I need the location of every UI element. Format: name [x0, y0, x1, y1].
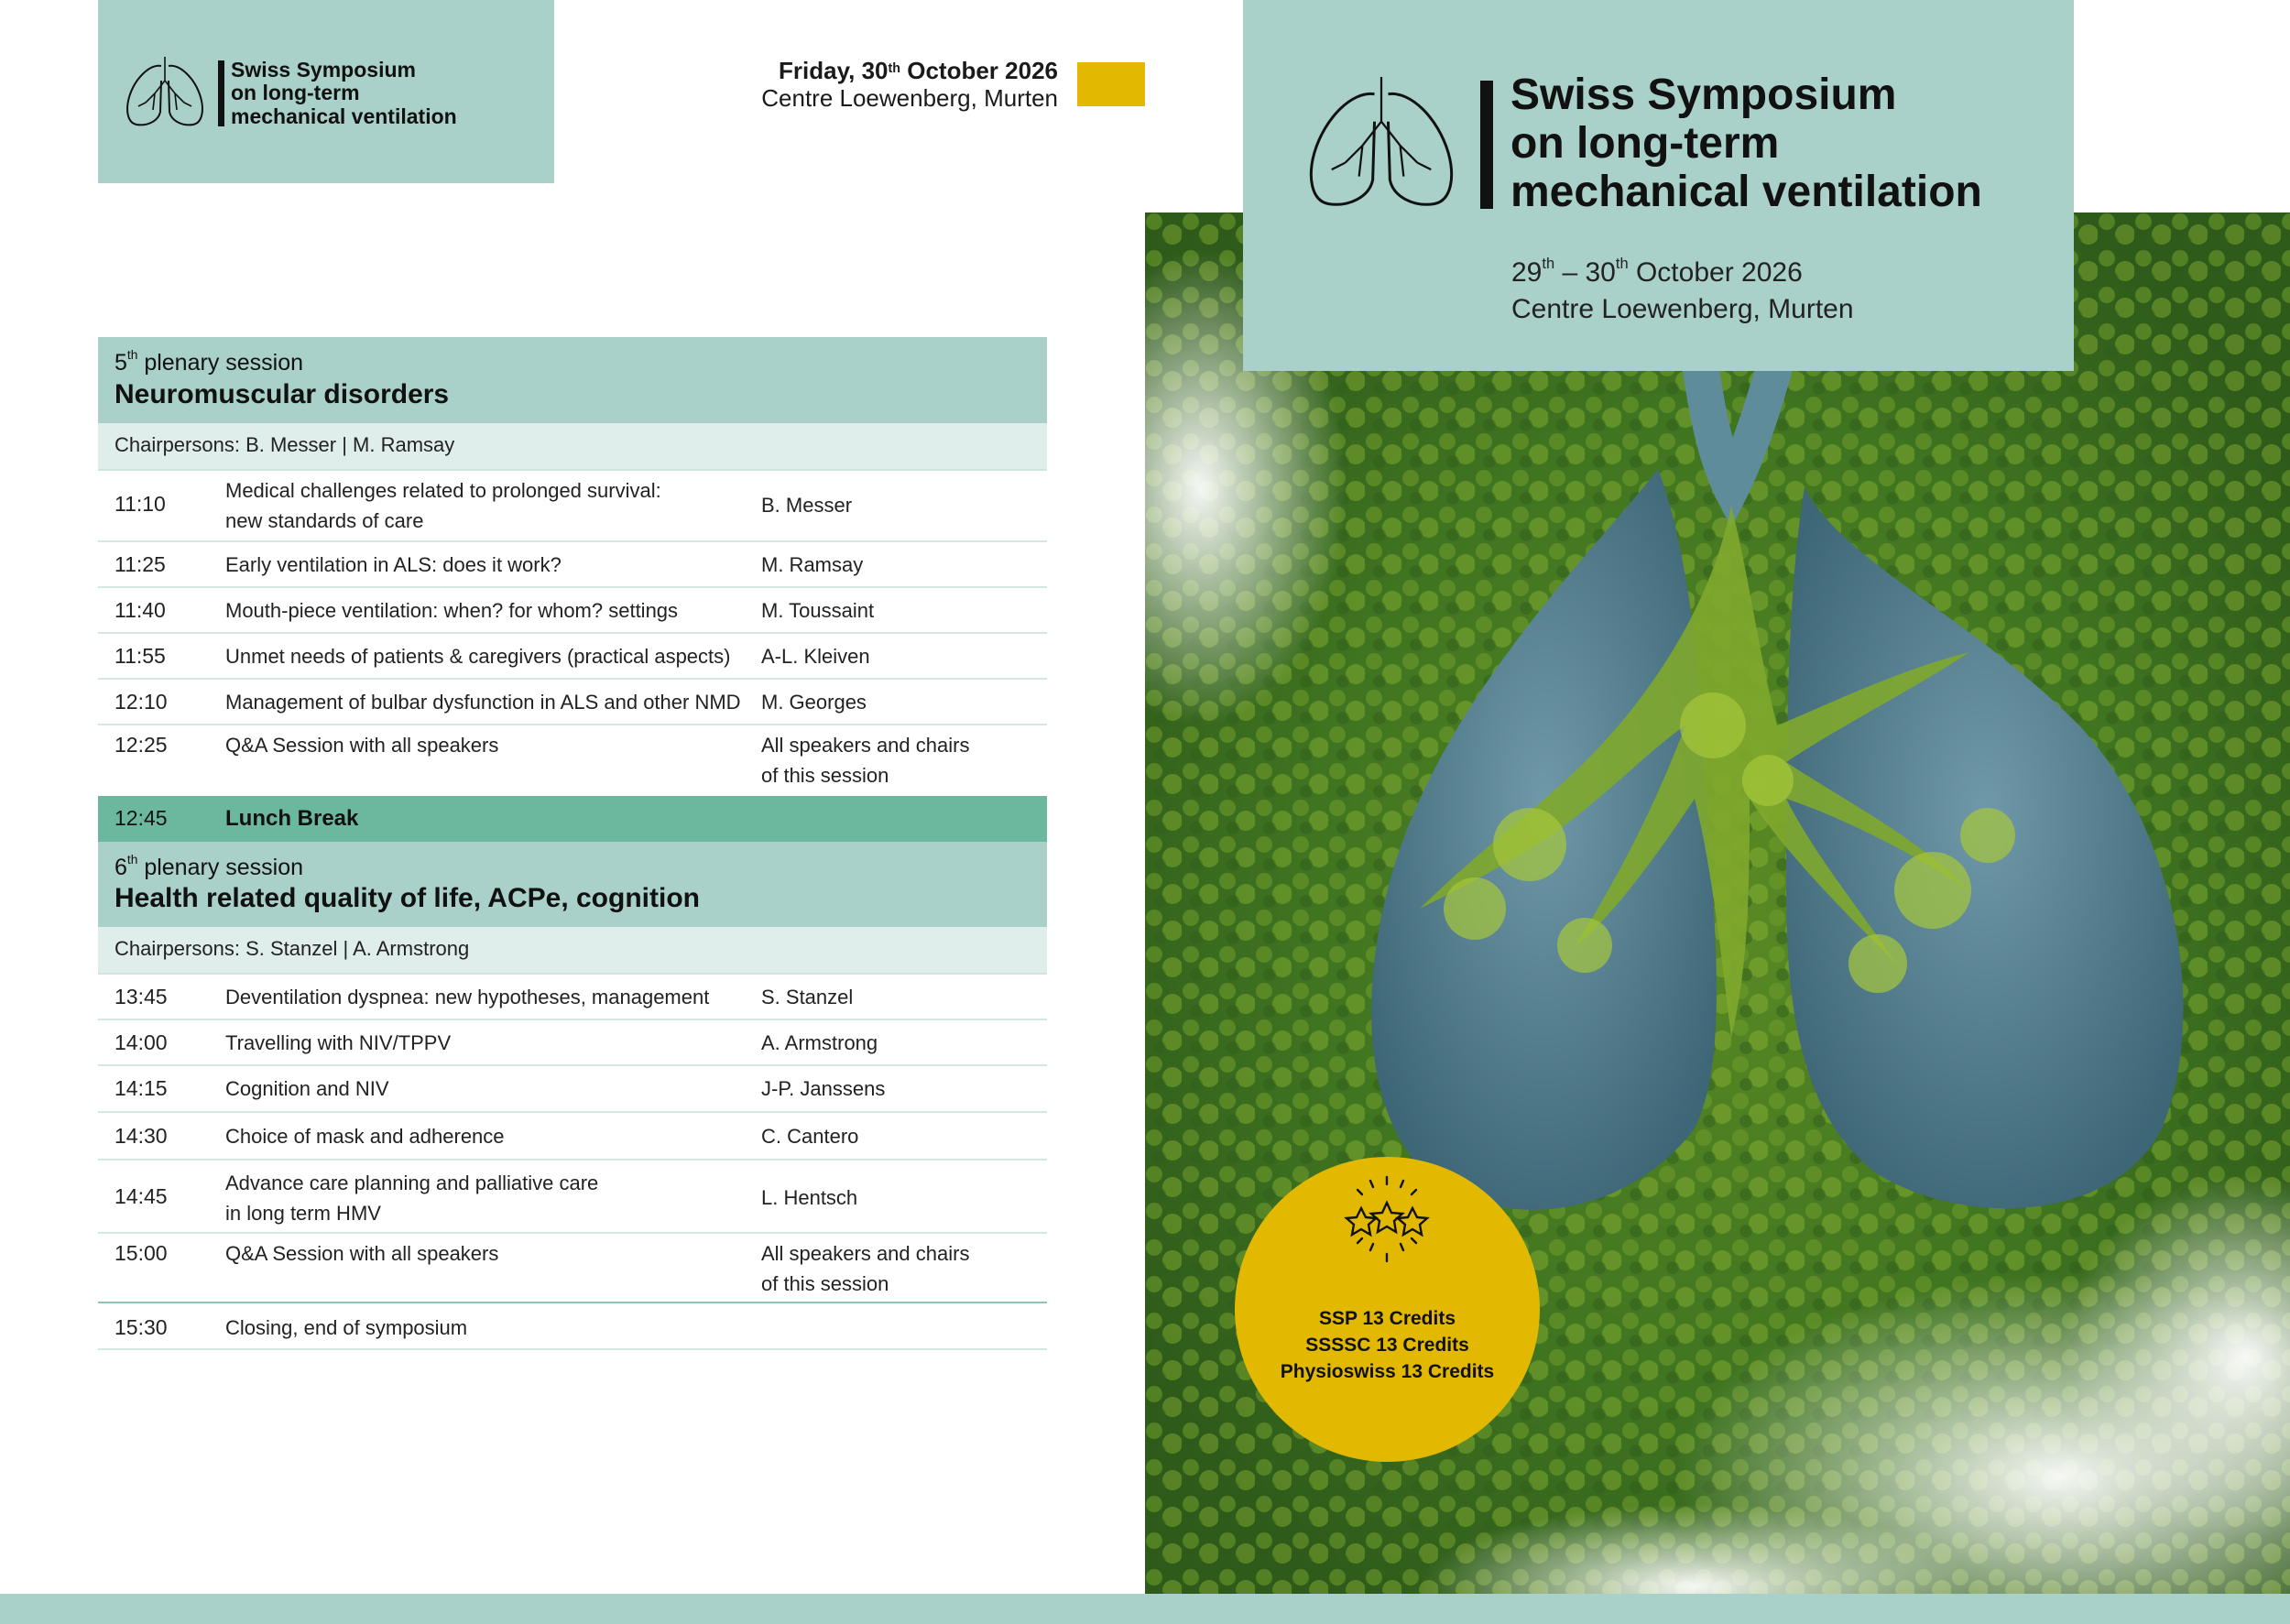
- table-row: [98, 469, 1047, 542]
- session-title: Health related quality of life, ACPe, cognition: [114, 883, 700, 913]
- bottom-band: [0, 1594, 2290, 1624]
- event-day-sup: th: [888, 61, 901, 76]
- row-time: 13:45: [114, 985, 168, 1008]
- cover-title-line: Swiss Symposium: [1510, 71, 1897, 119]
- event-day-prefix: Friday, 30: [779, 57, 889, 84]
- row-speaker: A. Armstrong: [761, 1031, 878, 1054]
- row-title: Cognition and NIV: [225, 1077, 389, 1100]
- row-speaker: M. Georges: [761, 691, 867, 714]
- event-venue: Centre Loewenberg, Murten: [761, 84, 1058, 112]
- lunch-label: Lunch Break: [225, 806, 359, 831]
- row-time: 15:30: [114, 1315, 168, 1339]
- session-header: [98, 337, 1047, 423]
- chairpersons-row: [98, 423, 1047, 471]
- accent-square: [1077, 62, 1145, 106]
- event-day-suffix: October 2026: [900, 57, 1058, 84]
- row-title: Travelling with NIV/TPPV: [225, 1031, 452, 1054]
- row-title: Medical challenges related to prolonged survival: new standards of care: [225, 479, 661, 532]
- row-title: Management of bulbar dysfunction in ALS and other NMD: [225, 691, 741, 714]
- row-title: Mouth-piece ventilation: when? for whom? settings: [225, 599, 679, 622]
- row-time: 11:25: [114, 552, 166, 576]
- table-row: [98, 680, 1047, 725]
- cover-title-line: on long-term: [1510, 118, 1780, 168]
- cover-venue: Centre Loewenberg, Murten: [1511, 294, 1854, 324]
- table-row: [98, 1020, 1047, 1066]
- row-speaker: M. Toussaint: [761, 599, 875, 622]
- cover-title-box: [1243, 0, 2074, 371]
- row-time: 14:15: [114, 1076, 168, 1100]
- table-row: [98, 725, 1047, 796]
- lunch-time: 12:45: [114, 806, 168, 830]
- chairpersons-text: Chairpersons: S. Stanzel | A. Armstrong: [114, 937, 470, 960]
- session-label: 5th plenary session: [114, 348, 304, 376]
- header-title-line: on long-term: [231, 81, 360, 105]
- header-logo-title: [231, 59, 457, 128]
- row-speaker: L. Hentsch: [761, 1186, 858, 1209]
- row-time: 11:10: [114, 492, 166, 516]
- session-title: Neuromuscular disorders: [114, 379, 450, 409]
- header-title-line: mechanical ventilation: [231, 104, 457, 128]
- credit-line: SSP 13 Credits: [1318, 1308, 1456, 1329]
- row-speaker: S. Stanzel: [761, 986, 854, 1008]
- row-speaker: A-L. Kleiven: [761, 645, 870, 668]
- row-title: Advance care planning and palliative care in long term HMV: [225, 1172, 599, 1225]
- event-day: [761, 57, 1058, 84]
- row-time: 14:30: [114, 1124, 168, 1148]
- table-row: [98, 542, 1047, 588]
- row-time: 11:55: [114, 644, 166, 668]
- credits-badge: [1235, 1157, 1540, 1462]
- lunch-break-row: [98, 796, 1047, 842]
- row-title: Choice of mask and adherence: [225, 1125, 505, 1148]
- row-speaker: B. Messer: [761, 494, 853, 517]
- credit-line: Physioswiss 13 Credits: [1280, 1361, 1495, 1382]
- table-row: [98, 588, 1047, 634]
- session-header: [98, 842, 1047, 927]
- row-speaker: All speakers and chairs of this session: [761, 734, 970, 787]
- row-time: 12:10: [114, 690, 168, 714]
- row-time: 14:45: [114, 1184, 168, 1208]
- lungs-icon: [122, 57, 208, 128]
- table-row: [98, 1303, 1047, 1350]
- table-row: [98, 1161, 1047, 1234]
- session-label: 6th plenary session: [114, 853, 304, 880]
- chairpersons-row: [98, 927, 1047, 975]
- stars-icon: [1334, 1173, 1440, 1265]
- row-title: Closing, end of symposium: [225, 1316, 468, 1339]
- row-time: 15:00: [114, 1241, 168, 1265]
- row-time: 14:00: [114, 1030, 168, 1054]
- logo-divider-bar: [218, 60, 224, 126]
- row-title: Q&A Session with all speakers: [225, 1242, 499, 1265]
- logo-divider-bar: [1480, 81, 1493, 209]
- credit-line: SSSSC 13 Credits: [1305, 1335, 1469, 1356]
- credits-text: [1235, 1305, 1540, 1385]
- row-speaker: All speakers and chairs of this session: [761, 1242, 970, 1295]
- table-row: [98, 634, 1047, 680]
- table-row: [98, 1066, 1047, 1113]
- date-block: [761, 57, 1058, 112]
- row-title: Deventilation dyspnea: new hypotheses, management: [225, 986, 710, 1008]
- row-speaker: C. Cantero: [761, 1125, 859, 1148]
- header-logo-box: [98, 0, 554, 183]
- row-title: Q&A Session with all speakers: [225, 734, 499, 757]
- header-title-line: Swiss Symposium: [231, 58, 416, 82]
- cover-dates: 29th – 30th October 2026: [1511, 256, 1803, 288]
- row-speaker: M. Ramsay: [761, 553, 864, 576]
- row-time: 11:40: [114, 598, 166, 622]
- table-row: [98, 1113, 1047, 1161]
- row-speaker: J-P. Janssens: [761, 1077, 886, 1100]
- cover-title-line: mechanical ventilation: [1510, 167, 1982, 216]
- lungs-icon: [1299, 77, 1464, 211]
- row-title: Unmet needs of patients & caregivers (practical aspects): [225, 645, 731, 668]
- row-time: 12:25: [114, 733, 168, 757]
- row-title: Early ventilation in ALS: does it work?: [225, 553, 562, 576]
- table-row: [98, 975, 1047, 1020]
- cover-title: [1510, 71, 1982, 216]
- chairpersons-text: Chairpersons: B. Messer | M. Ramsay: [114, 433, 455, 456]
- table-row: [98, 1234, 1047, 1303]
